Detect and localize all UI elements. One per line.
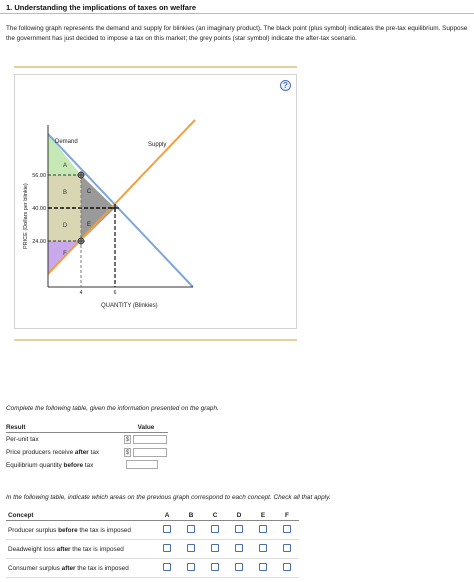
area-label-c: C [86,189,92,195]
checkbox-cs-after-b[interactable] [187,563,195,571]
question-title: 1. Understanding the implications of taxes on welfare [6,3,197,12]
table-row [6,521,299,540]
column-header-c: C [203,510,227,521]
table-row [6,433,168,447]
checkbox-cs-after-c[interactable] [211,563,219,571]
supply-demand-graph[interactable] [15,75,298,330]
intro-text: The following graph represents the demand and supply for blinkies (an imaginary product). The black point (plus symbol) indicates the pre-tax equilibrium. Suppose the government has just decided to impose a tax on this market; the grey points (star symbol) indicate the after-tax scenario. [6,25,468,42]
question-mark-icon[interactable]: ? [280,80,291,91]
area-label-d: D [62,223,68,229]
checkbox-dwl-after-c[interactable] [211,544,219,552]
area-label-a: A [62,163,68,169]
checkbox-dwl-after-f[interactable] [283,544,291,552]
equilibrium-quantity-input[interactable] [126,460,158,469]
checkbox-ps-before-f[interactable] [283,525,291,533]
y-tick-24: 24.00 [32,239,46,245]
checkbox-dwl-after-b[interactable] [187,544,195,552]
checkbox-ps-before-a[interactable] [163,525,171,533]
concept-label: Producer surplus before the tax is imposed [6,521,155,540]
result-header: Result [6,422,124,433]
table-row [6,559,299,578]
column-header-f: F [275,510,299,521]
table1-instruction: Complete the following table, given the information presented on the graph. [6,405,219,412]
table2-instruction: In the following table, indicate which areas on the previous graph correspond to each concept. Check all that apply. [6,494,331,501]
checkbox-cs-after-f[interactable] [283,563,291,571]
column-header-b: B [179,510,203,521]
area-label-e: E [86,222,92,228]
checkbox-ps-before-e[interactable] [259,525,267,533]
table-row [6,459,168,472]
result-label: Per-unit tax [6,436,39,443]
checkbox-ps-before-d[interactable] [235,525,243,533]
checkbox-ps-before-c[interactable] [211,525,219,533]
pre-tax-equilibrium-plus[interactable] [111,204,119,212]
graph-bottom-divider [14,339,297,341]
x-tick-4: 4 [79,290,83,296]
x-tick-6: 6 [113,290,117,296]
results-table [6,422,168,472]
concept-label: Consumer surplus after the tax is imposed [6,559,155,578]
checkbox-ps-before-b[interactable] [187,525,195,533]
result-label: Price producers receive after tax [6,449,100,456]
concept-table [6,510,299,578]
area-label-b: B [62,190,68,196]
checkbox-dwl-after-a[interactable] [163,544,171,552]
y-axis-label: PRICE (Dollars per blinkie) [23,183,29,249]
y-tick-56: 56.00 [32,173,46,179]
checkbox-dwl-after-e[interactable] [259,544,267,552]
checkbox-cs-after-a[interactable] [163,563,171,571]
table-row [6,446,168,459]
title-divider [0,13,474,14]
x-axis-label: QUANTITY (Blinkies) [101,303,158,309]
checkbox-cs-after-d[interactable] [235,563,243,571]
column-header-d: D [227,510,251,521]
graph-panel[interactable] [14,74,297,329]
table-row [6,540,299,559]
checkbox-dwl-after-d[interactable] [235,544,243,552]
concept-label: Deadweight loss after the tax is imposed [6,540,155,559]
result-label: Equilibrium quantity before tax [6,462,94,469]
dollar-sign-icon: $ [125,450,130,456]
value-header: Value [124,422,168,433]
checkbox-cs-after-e[interactable] [259,563,267,571]
graph-top-divider [14,66,297,68]
area-label-f: F [63,251,67,257]
concept-header: Concept [6,510,155,521]
column-header-a: A [155,510,179,521]
column-header-e: E [251,510,275,521]
demand-label: Demand [55,139,78,145]
y-tick-40: 40.00 [32,206,46,212]
producer-price-input[interactable] [133,448,167,457]
dollar-sign-icon: $ [125,437,130,443]
per-unit-tax-input[interactable] [133,435,167,444]
supply-label: Supply [148,142,167,148]
